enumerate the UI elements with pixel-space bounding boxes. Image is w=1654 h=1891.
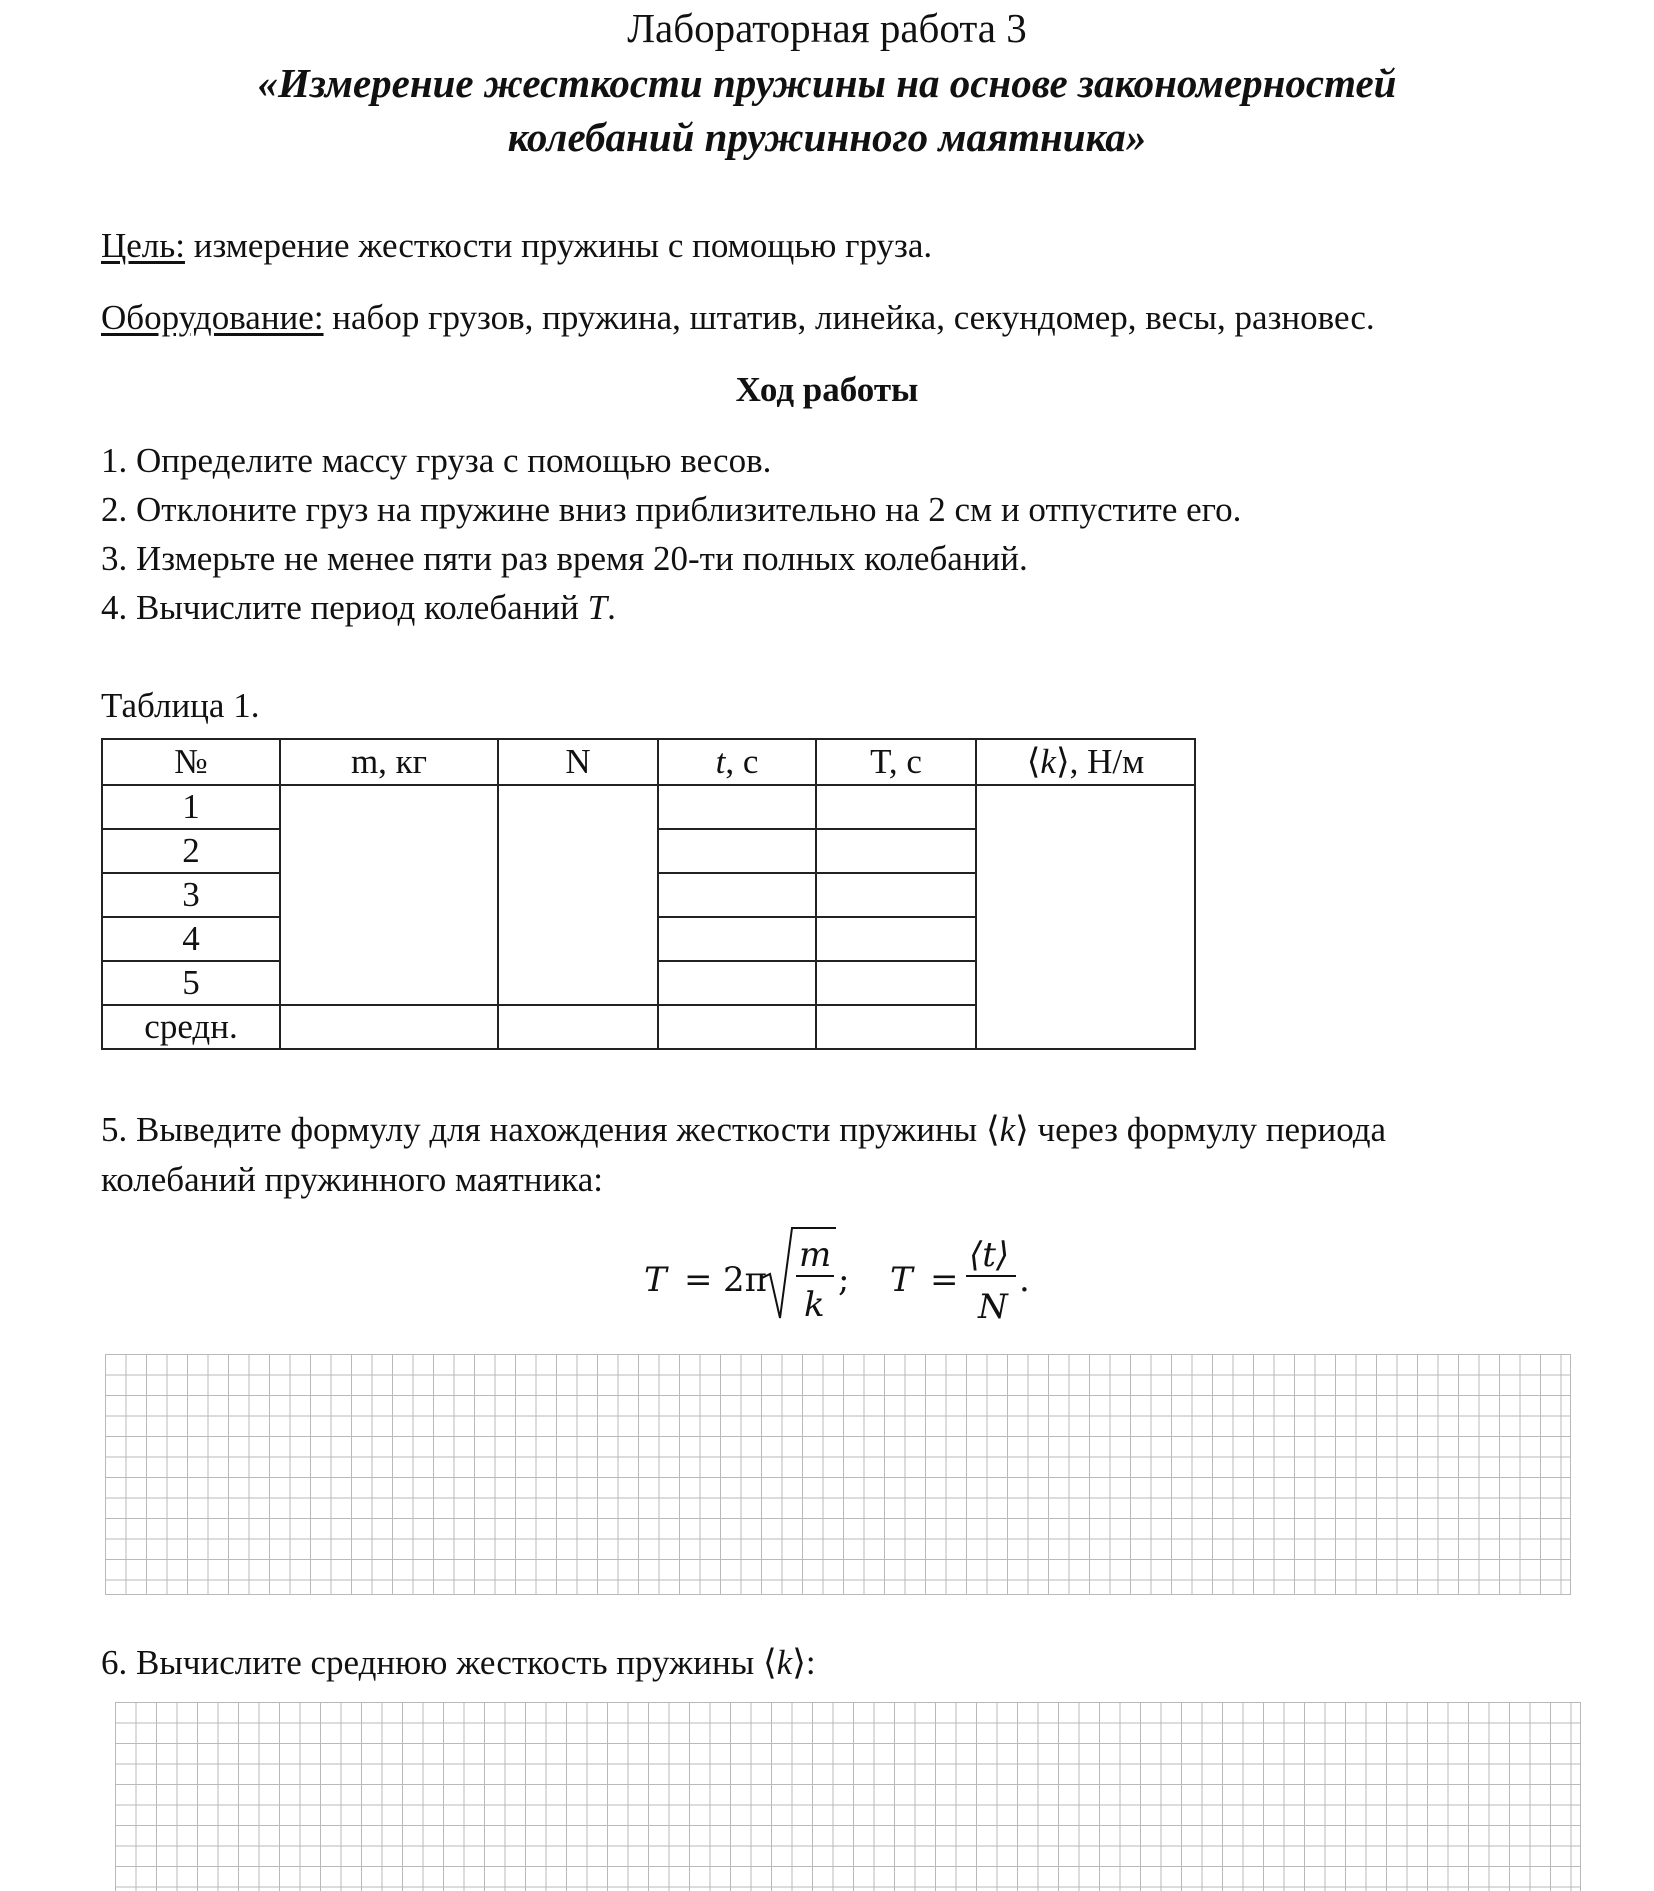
time-cell[interactable] xyxy=(658,785,816,829)
n-average-cell[interactable] xyxy=(498,1005,658,1049)
row-label-average: средн. xyxy=(102,1005,280,1049)
lab-subtitle-line2: колебаний пружинного маятника» xyxy=(507,114,1147,160)
step-6-var: k xyxy=(776,1643,793,1682)
row-label: 5 xyxy=(102,961,280,1005)
row-label: 3 xyxy=(102,873,280,917)
goal-label: Цель: xyxy=(101,226,185,265)
answer-grid-1[interactable] xyxy=(105,1354,1571,1595)
formula-dot: . xyxy=(1019,1260,1030,1300)
header-time-unit: , с xyxy=(725,742,759,781)
equipment-text: набор грузов, пружина, штатив, линейка, секундомер, весы, разновес. xyxy=(323,298,1375,337)
formula-T2: T xyxy=(890,1260,913,1300)
period-average-cell[interactable] xyxy=(816,1005,976,1049)
formula-eq2: = xyxy=(930,1260,959,1300)
formula-eq1: = xyxy=(684,1260,713,1300)
step-3: 3. Измерьте не менее пяти раз время 20-ти полных колебаний. xyxy=(101,539,1028,578)
formula-k: k xyxy=(804,1285,825,1325)
header-k-unit: , Н/м xyxy=(1069,742,1145,781)
time-cell[interactable] xyxy=(658,873,816,917)
table-caption: Таблица 1. xyxy=(101,686,260,725)
step-5-suffix: ⟩ через формулу периода xyxy=(1015,1110,1387,1149)
step-5-text: 5. Выведите формулу для нахождения жесткости пружины ⟨ xyxy=(101,1110,1000,1149)
measurement-table xyxy=(101,738,1196,1050)
answer-grid-2[interactable] xyxy=(115,1702,1581,1891)
procedure-heading: Ход работы xyxy=(735,370,919,409)
formula-m: m xyxy=(799,1235,832,1275)
header-k-close: ⟩ xyxy=(1055,742,1070,781)
header-k-var: k xyxy=(1040,742,1056,781)
stiffness-cell[interactable] xyxy=(976,785,1195,1049)
step-5-var: k xyxy=(999,1110,1016,1149)
step-6 xyxy=(101,1640,816,1686)
step-4 xyxy=(101,585,616,631)
step-1: 1. Определите массу груза с помощью весов. xyxy=(101,441,772,480)
formula-semicolon: ; xyxy=(838,1260,850,1300)
period-cell[interactable] xyxy=(816,873,976,917)
step-4-suffix: . xyxy=(607,588,616,627)
step-5-line2: колебаний пружинного маятника: xyxy=(101,1160,603,1199)
step-5-line1 xyxy=(101,1107,1386,1153)
header-period: T, с xyxy=(816,739,976,785)
step-4-text: 4. Вычислите период колебаний xyxy=(101,588,588,627)
row-label: 2 xyxy=(102,829,280,873)
header-time xyxy=(658,739,816,785)
header-stiffness xyxy=(976,739,1195,785)
period-cell[interactable] xyxy=(816,785,976,829)
time-cell[interactable] xyxy=(658,829,816,873)
mass-cell[interactable] xyxy=(280,785,498,1005)
time-average-cell[interactable] xyxy=(658,1005,816,1049)
header-k-open: ⟨ xyxy=(1026,742,1041,781)
period-cell[interactable] xyxy=(816,961,976,1005)
lab-title: Лабораторная работа 3 xyxy=(627,5,1027,51)
lab-subtitle-line1: «Измерение жесткости пружины на основе закономерностей xyxy=(257,60,1397,106)
header-time-var: t xyxy=(715,742,726,781)
header-n: N xyxy=(498,739,658,785)
header-mass: m, кг xyxy=(280,739,498,785)
step-6-text: 6. Вычислите среднюю жесткость пружины ⟨ xyxy=(101,1643,777,1682)
step-2: 2. Отклоните груз на пружине вниз приблизительно на 2 см и отпустите его. xyxy=(101,490,1242,529)
step-6-suffix: ⟩: xyxy=(792,1643,816,1682)
period-cell[interactable] xyxy=(816,917,976,961)
time-cell[interactable] xyxy=(658,917,816,961)
equipment-line xyxy=(101,295,1375,341)
equipment-label: Оборудование: xyxy=(101,298,324,337)
period-cell[interactable] xyxy=(816,829,976,873)
formula-N: N xyxy=(978,1287,1008,1327)
formula-T1: T xyxy=(644,1260,667,1300)
time-cell[interactable] xyxy=(658,961,816,1005)
goal-text: измерение жесткости пружины с помощью груза. xyxy=(184,226,933,265)
row-label: 1 xyxy=(102,785,280,829)
period-formula xyxy=(640,1222,1040,1332)
n-cell[interactable] xyxy=(498,785,658,1005)
mass-average-cell[interactable] xyxy=(280,1005,498,1049)
formula-2pi: 2π xyxy=(723,1260,767,1300)
goal-line xyxy=(101,223,932,269)
header-num: № xyxy=(102,739,280,785)
step-4-var: T xyxy=(587,588,608,627)
formula-t-avg: ⟨t⟩ xyxy=(969,1235,1010,1275)
row-label: 4 xyxy=(102,917,280,961)
